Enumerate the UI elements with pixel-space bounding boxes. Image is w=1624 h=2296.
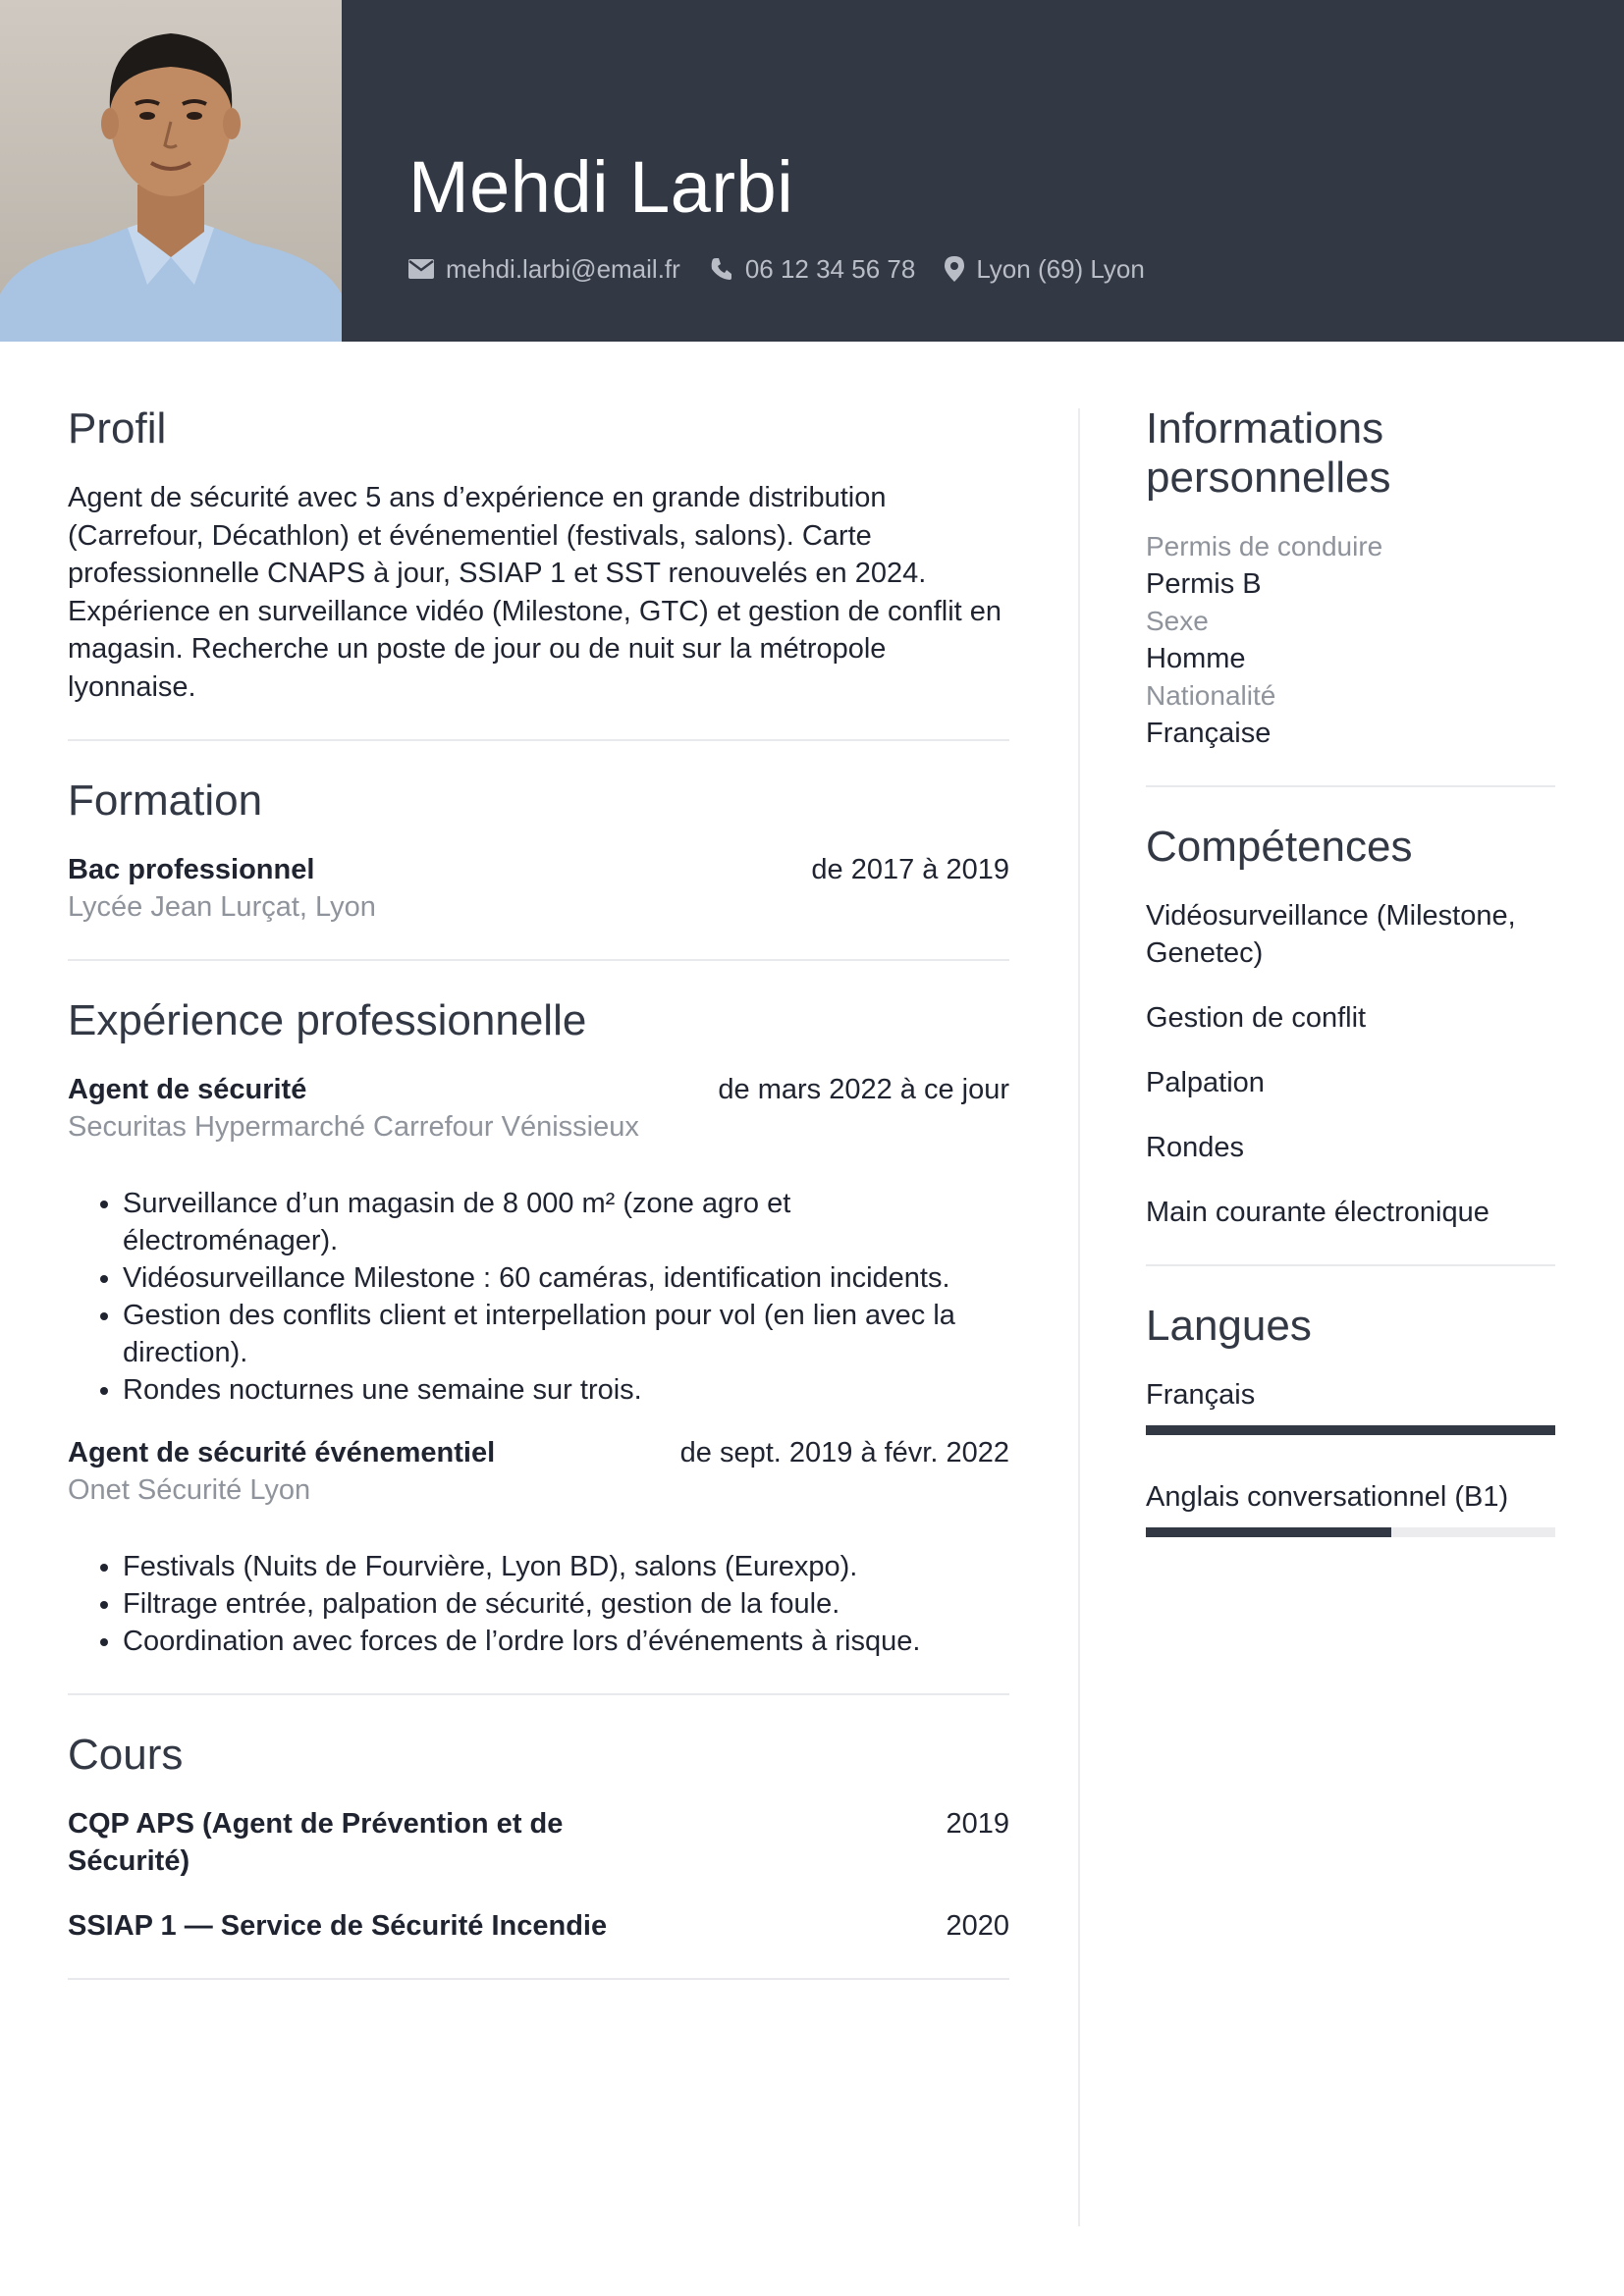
- section-divider: [68, 959, 1009, 961]
- course-year: 2019: [946, 1808, 1009, 1840]
- location-text: Lyon (69) Lyon: [976, 253, 1145, 284]
- main-column: [68, 404, 1009, 2015]
- language-level-fill: [1146, 1425, 1555, 1435]
- language-name: Français: [1146, 1379, 1256, 1411]
- contact-email[interactable]: [408, 254, 680, 285]
- skills-section: [1146, 823, 1555, 1231]
- profile-section: [68, 404, 1009, 706]
- section-divider: [68, 739, 1009, 741]
- section-divider: [68, 1978, 1009, 1980]
- email-text: mehdi.larbi@email.fr: [446, 253, 680, 284]
- education-degree: Bac professionnel: [68, 854, 315, 885]
- languages-section: [1146, 1302, 1555, 1537]
- header-banner: [0, 0, 1624, 342]
- sidebar-column: [1146, 404, 1555, 1580]
- job-bullet: • Rondes nocturnes une semaine sur trois.: [123, 1371, 1009, 1409]
- candidate-name: Mehdi Larbi: [408, 146, 794, 228]
- language-level-bar: [1146, 1527, 1555, 1537]
- skill-item: Vidéosurveillance (Milestone, Genetec): [1146, 900, 1516, 969]
- language-level-fill: [1146, 1527, 1391, 1537]
- job-bullet: • Festivals (Nuits de Fourvière, Lyon BD), salons (Eurexpo).: [123, 1548, 1009, 1585]
- section-divider: [1146, 785, 1555, 787]
- experience-entry: [68, 1434, 1009, 1660]
- info-label: Permis de conduire: [1146, 531, 1383, 561]
- course-name: CQP APS (Agent de Prévention et de Sécurité): [68, 1808, 564, 1877]
- job-title: Agent de sécurité: [68, 1074, 307, 1105]
- experience-section: [68, 996, 1009, 1660]
- job-bullets: [68, 1548, 1009, 1660]
- course-name: SSIAP 1 — Service de Sécurité Incendie: [68, 1910, 608, 1942]
- job-dates: de mars 2022 à ce jour: [718, 1074, 1009, 1105]
- column-divider: [1078, 408, 1080, 2226]
- section-title-profile: Profil: [68, 404, 167, 453]
- phone-icon: [710, 257, 733, 281]
- language-name: Anglais conversationnel (B1): [1146, 1481, 1509, 1513]
- job-bullet: • Filtrage entrée, palpation de sécurité, gestion de la foule.: [123, 1585, 1009, 1623]
- job-bullet: • Gestion des conflits client et interpellation pour vol (en lien avec la direction).: [123, 1297, 1009, 1371]
- info-item: [1146, 603, 1555, 677]
- courses-section: [68, 1731, 1009, 1945]
- section-divider: [1146, 1264, 1555, 1266]
- info-label: Nationalité: [1146, 680, 1276, 711]
- info-item: [1146, 528, 1555, 603]
- personal-info-section: [1146, 404, 1555, 752]
- info-item: [1146, 677, 1555, 752]
- course-entry: [68, 1805, 1009, 1880]
- course-entry: [68, 1907, 1009, 1945]
- skill-item: Main courante électronique: [1146, 1197, 1489, 1228]
- job-company: Onet Sécurité Lyon: [68, 1474, 311, 1506]
- education-section: [68, 776, 1009, 926]
- section-title-education: Formation: [68, 776, 263, 825]
- job-bullet: • Vidéosurveillance Milestone : 60 caméras, identification incidents.: [123, 1259, 1009, 1297]
- section-title-languages: Langues: [1146, 1302, 1312, 1350]
- section-divider: [68, 1693, 1009, 1695]
- profile-text: Agent de sécurité avec 5 ans d’expérience en grande distribution (Carrefour, Décathlon) et événementiel (festivals, salons). Carte professionnelle CNAPS à jour, SSIAP 1 et SST renouvelés en 2024. Expérience en surveillance vidéo (Milestone, GTC) et gestion de conflit en magasin. Recherche un poste de jour ou de nuit sur la métropole lyonnaise.: [68, 482, 1002, 703]
- section-title-experience: Expérience professionnelle: [68, 996, 587, 1044]
- education-school: Lycée Jean Lurçat, Lyon: [68, 891, 376, 923]
- info-value: Permis B: [1146, 568, 1262, 600]
- job-bullet: • Coordination avec forces de l’ordre lors d’événements à risque.: [123, 1623, 1009, 1660]
- phone-text: 06 12 34 56 78: [744, 253, 916, 284]
- map-pin-icon: [945, 256, 964, 282]
- info-value: Homme: [1146, 643, 1246, 674]
- section-title-personal: Informations personnelles: [1146, 404, 1391, 502]
- contact-location: [945, 254, 1145, 285]
- experience-entry: [68, 1071, 1009, 1409]
- job-title: Agent de sécurité événementiel: [68, 1437, 496, 1468]
- language-item: [1146, 1376, 1555, 1435]
- contact-phone[interactable]: [710, 254, 916, 285]
- job-bullet: • Surveillance d’un magasin de 8 000 m² (zone agro et électroménager).: [123, 1185, 1009, 1259]
- job-dates: de sept. 2019 à févr. 2022: [679, 1437, 1009, 1468]
- skill-item: Gestion de conflit: [1146, 1002, 1367, 1034]
- skill-item: Rondes: [1146, 1132, 1244, 1163]
- education-entry: [68, 851, 1009, 926]
- section-title-courses: Cours: [68, 1731, 184, 1779]
- job-bullets: [68, 1185, 1009, 1409]
- skill-item: Palpation: [1146, 1067, 1265, 1098]
- education-dates: de 2017 à 2019: [811, 854, 1009, 885]
- language-level-bar: [1146, 1425, 1555, 1435]
- contact-bar: [408, 251, 1145, 287]
- profile-photo: [0, 0, 342, 342]
- section-title-skills: Compétences: [1146, 823, 1413, 871]
- info-label: Sexe: [1146, 606, 1209, 636]
- job-company: Securitas Hypermarché Carrefour Vénissieux: [68, 1111, 639, 1143]
- course-year: 2020: [946, 1910, 1009, 1942]
- envelope-icon: [408, 259, 434, 279]
- language-item: [1146, 1478, 1555, 1537]
- info-value: Française: [1146, 718, 1272, 749]
